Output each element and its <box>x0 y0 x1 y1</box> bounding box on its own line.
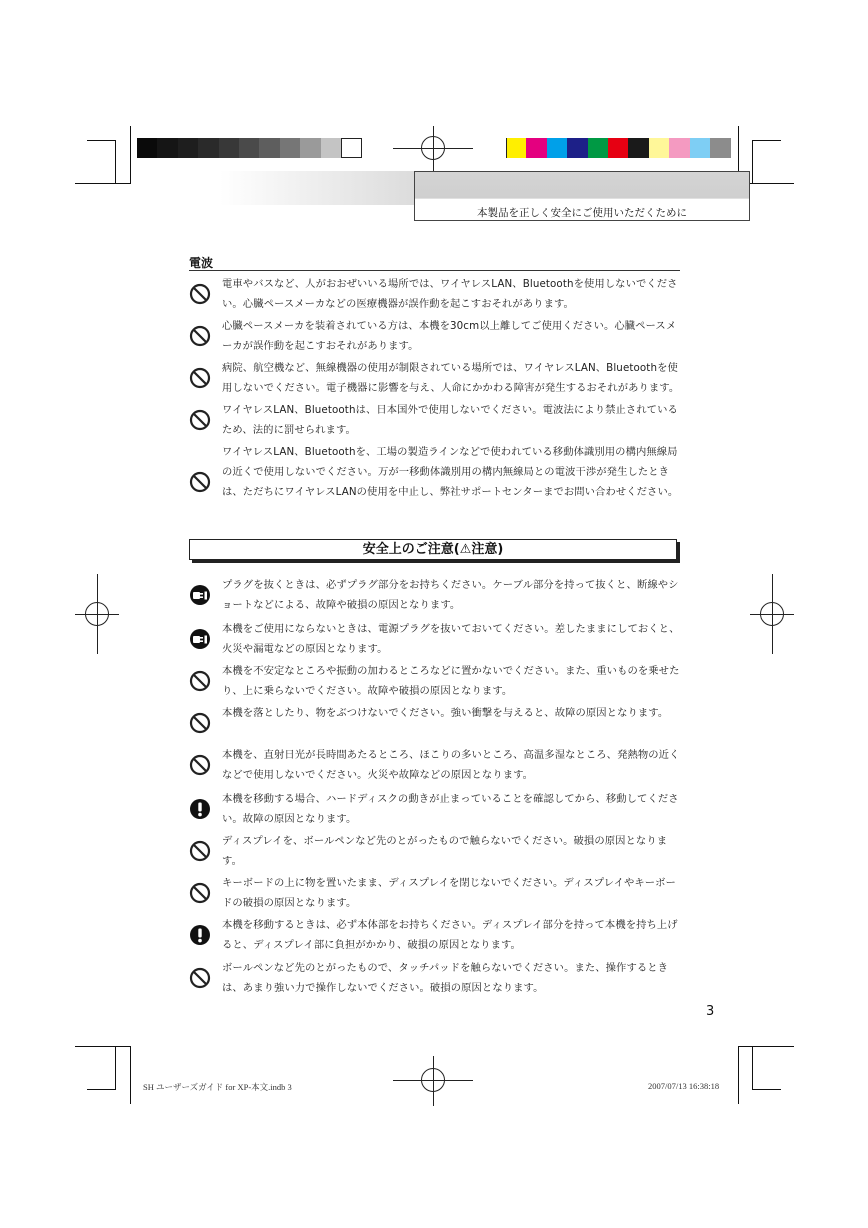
prohibition-icon <box>189 754 211 776</box>
gray-swatch <box>239 138 260 158</box>
notice-item <box>189 274 680 314</box>
color-swatch <box>567 138 588 158</box>
unplug-icon <box>189 628 211 650</box>
slug-timestamp: 2007/07/13 16:38:18 <box>648 1081 720 1091</box>
notice-text: 心臓ペースメーカを装着されている方は、本機を30cm以上離してご使用ください。心臓ペースメーカが誤作動を起こすおそれがあります。 <box>222 320 677 352</box>
prohibition-icon <box>189 367 211 389</box>
slug-filename: SH ユーザーズガイド for XP-本文.indb 3 <box>143 1082 292 1092</box>
gray-swatch <box>259 138 280 158</box>
gray-swatch <box>280 138 301 158</box>
color-swatch <box>526 138 547 158</box>
gray-swatch <box>341 138 362 158</box>
notice-item <box>189 316 680 356</box>
gray-swatch <box>157 138 178 158</box>
notice-item <box>189 400 680 440</box>
section-title-radio: 電波 <box>189 256 214 270</box>
notice-text: 本機を移動する場合、ハードディスクの動きが止まっていることを確認してから、移動してください。故障の原因となります。 <box>222 793 679 825</box>
gray-swatch <box>219 138 240 158</box>
color-swatch <box>588 138 609 158</box>
notice-item <box>189 619 680 659</box>
header-gradient <box>220 171 414 205</box>
color-swatch <box>628 138 649 158</box>
color-swatch <box>506 138 527 158</box>
running-header-title: 本製品を正しく安全にご使用いただくために <box>477 207 687 219</box>
notice-text: キーボードの上に物を置いたまま、ディスプレイを閉じないでください。ディスプレイやキーボードの破損の原因となります。 <box>222 877 676 909</box>
notice-text: 本機を不安定なところや振動の加わるところなどに置かないでください。また、重いものを乗せたり、上に乗らないでください。故障や破損の原因となります。 <box>222 665 680 697</box>
gray-swatch <box>321 138 342 158</box>
color-swatch <box>669 138 690 158</box>
notice-item <box>189 745 680 785</box>
notice-item <box>189 789 680 829</box>
notice-text: ボールペンなど先のとがったもので、タッチパッドを触らないでください。また、操作するときは、あまり強い力で操作しないでください。破損の原因となります。 <box>222 962 669 994</box>
color-swatch <box>710 138 731 158</box>
notice-item <box>189 958 680 998</box>
color-swatch <box>690 138 711 158</box>
prohibition-icon <box>189 283 211 305</box>
color-swatch <box>608 138 629 158</box>
prohibition-icon <box>189 325 211 347</box>
notice-item <box>189 661 680 701</box>
notice-item <box>189 575 680 615</box>
notice-text: ワイヤレスLAN、Bluetoothを、工場の製造ラインなどで使われている移動体識別用の構内無線局の近くで使用しないでください。万が一移動体識別用の構内無線局との電波干渉が発生したときは、ただちにワイヤレスLANの使用を中止し、弊社サポートセンターまでお問い合わせください。 <box>222 446 679 498</box>
prohibition-icon <box>189 967 211 989</box>
prohibition-icon <box>189 840 211 862</box>
notice-item <box>189 915 680 955</box>
notice-text: 本機を、直射日光が長時間あたるところ、ほこりの多いところ、高温多湿なところ、発熱物の近くなどで使用しないでください。火災や故障などの原因となります。 <box>222 749 680 781</box>
notice-text: ディスプレイを、ボールペンなど先のとがったもので触らないでください。破損の原因となります。 <box>222 835 668 867</box>
prohibition-icon <box>189 471 211 493</box>
gray-swatch <box>300 138 321 158</box>
notice-text: 本機をご使用にならないときは、電源プラグを抜いておいてください。差したままにしておくと、火災や漏電などの原因となります。 <box>222 623 680 655</box>
color-swatch <box>649 138 670 158</box>
mandatory-icon <box>189 798 211 820</box>
prohibition-icon <box>189 712 211 734</box>
notice-item <box>189 442 680 522</box>
caution-heading: 安全上のご注意(⚠注意) <box>362 542 504 557</box>
notice-item <box>189 358 680 398</box>
notice-text: 本機を落としたり、物をぶつけないでください。強い衝撃を与えると、故障の原因となります。 <box>222 707 669 719</box>
gray-swatch <box>198 138 219 158</box>
color-swatch <box>547 138 568 158</box>
mandatory-icon <box>189 924 211 946</box>
notice-text: ワイヤレスLAN、Bluetoothは、日本国外で使用しないでください。電波法により禁止されているため、法的に罰せられます。 <box>222 404 678 436</box>
unplug-icon <box>189 584 211 606</box>
notice-text: 本機を移動するときは、必ず本体部をお持ちください。ディスプレイ部分を持って本機を持ち上げると、ディスプレイ部に負担がかかり、破損の原因となります。 <box>222 919 678 951</box>
notice-item <box>189 873 680 913</box>
notice-text: 病院、航空機など、無線機器の使用が制限されている場所では、ワイヤレスLAN、Bluetoothを使用しないでください。電子機器に影響を与え、人命にかかわる障害が発生するおそれがあります。 <box>222 362 680 394</box>
notice-text: プラグを抜くときは、必ずプラグ部分をお持ちください。ケーブル部分を持って抜くと、断線やショートなどによる、故障や破損の原因となります。 <box>222 579 679 611</box>
section-rule <box>189 270 680 271</box>
notice-item <box>189 831 680 871</box>
page-number: 3 <box>706 1004 715 1019</box>
gray-swatch <box>137 138 158 158</box>
notice-item <box>189 703 680 743</box>
gray-swatch <box>178 138 199 158</box>
prohibition-icon <box>189 882 211 904</box>
prohibition-icon <box>189 409 211 431</box>
notice-text: 電車やバスなど、人がおおぜいいる場所では、ワイヤレスLAN、Bluetoothを使用しないでください。心臓ペースメーカなどの医療機器が誤作動を起こすおそれがあります。 <box>222 278 678 310</box>
prohibition-icon <box>189 670 211 692</box>
